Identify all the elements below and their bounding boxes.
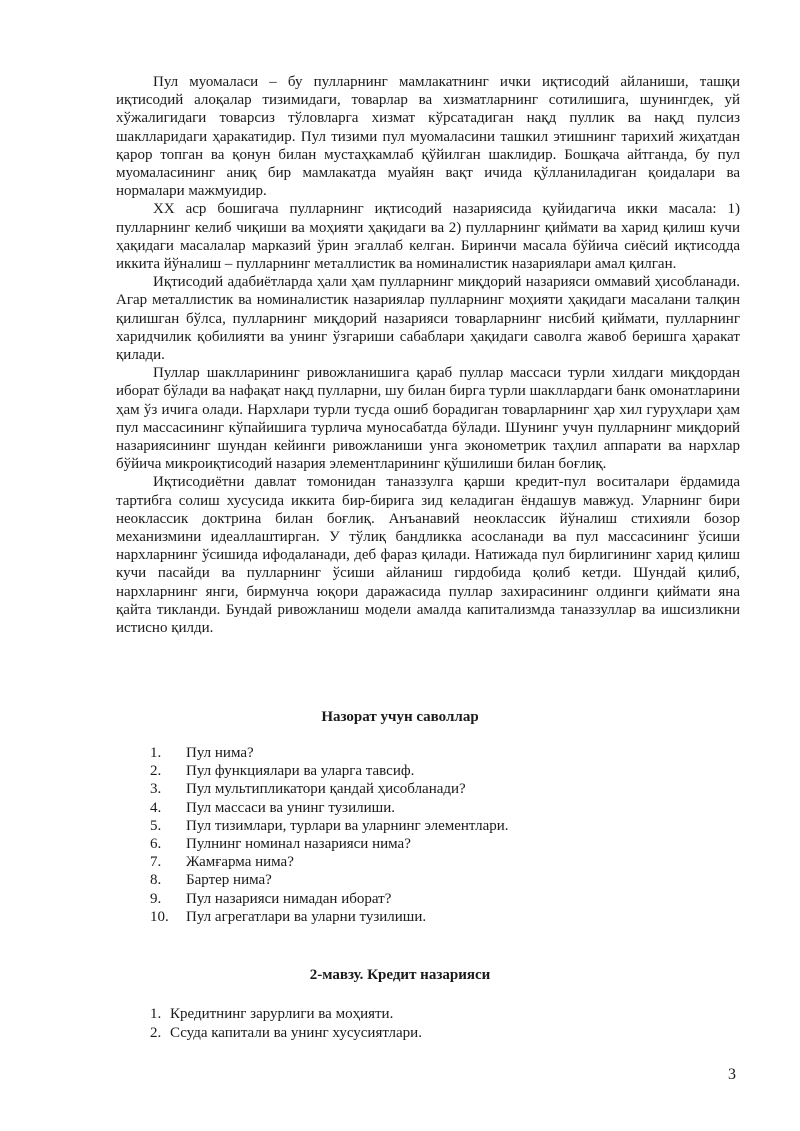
item-text: Ссуда капитали ва унинг хусусиятлари. (170, 1025, 422, 1041)
item-text: Пул функциялари ва уларга тавсиф. (186, 763, 415, 780)
item-text: Пул агрегатлари ва уларни тузилиши. (186, 908, 427, 925)
item-number: 5. (150, 817, 162, 834)
list-item (150, 853, 509, 871)
list-item (150, 780, 509, 798)
topic-heading: 2-мавзу. Кредит назарияси (309, 967, 491, 983)
questions-list (150, 744, 509, 926)
list-item (150, 908, 509, 926)
item-text: Пул мультипликатори қандай ҳисобланади? (186, 781, 466, 798)
paragraph: Пул муомаласи – бу пулларнинг мамлакатнинг ички иқтисодий айланиши, ташқи иқтисодий алоқалар тизимидаги, товарлар ва хизматларнинг сотилишига, шунингдек, уй хўжалигидаги товарсиз тўловларга хизмат кўрсатадиган нақд пуллик ва нақд пулсиз шаклларидаги ҳаракатидир. Пул тизими пул муомаласини ташкил этишнинг тарихий жиҳатдан қарор топган ва қонун билан мустаҳкамлаб қўйилган шаклидир. Бошқача айтганда, бу пул муомаласининг аниқ бир мамлакатда муайян вақт ичида қўлланиладиган қоидалари ва нормалари мажмуидир. (116, 74, 740, 200)
list-item (150, 890, 509, 908)
list-item (150, 835, 509, 853)
paragraph: Иқтисодиётни давлат томонидан таназзулга қарши кредит-пул воситалари ёрдамида тартибга солиш хусусида иккита бир-бирига зид келадиган ёндашув мавжуд. Уларнинг бири неоклассик доктрина билан боғлиқ. Анъанавий неоклассик йўналиш стихияли бозор механизмини идеаллаштирган. У тўлиқ бандликка асосланади ва пул массасининг ўсиши нархларнинг ўсишида ифодаланади, деб фараз қилади. Натижада пул бирлигининг харид қилиш кучи пасайди ва пулларнинг ўсиши айланиш гирдобида қолиб кетди. Шундай қилиб, нархларнинг янги, бирмунча юқори даражасида пуллар захирасининг олдинги қиймати яна қайта тикланди. Бундай ривожланиш модели амалда капитализмда таназзуллар ва ишсизликни истисно қилди. (116, 474, 740, 637)
topic-list (150, 1005, 422, 1043)
item-text: Пулнинг номинал назарияси нима? (186, 835, 411, 852)
item-number: 10. (150, 908, 169, 925)
item-text: Пул нима? (186, 745, 254, 761)
item-number: 2. (150, 1025, 162, 1041)
paragraph: XX аср бошигача пулларнинг иқтисодий назариясида қуйидагича икки масала: 1) пулларнинг келиб чиқиши ва моҳияти ҳақидаги ва 2) пулларнинг қиймати ва харид қилиш кучи ҳақидаги масалалар марказий ўрин эгаллаб келган. Биринчи масала бўйича сиёсий иқтисодда иккита йўналиш – пулларнинг металлистик ва номиналистик назариялари амал қилган. (116, 201, 740, 273)
item-number: 4. (150, 799, 162, 816)
paragraph: Иқтисодий адабиётларда ҳали ҳам пулларнинг миқдорий назарияси оммавий ҳисобланади. Агар металлистик ва номиналистик назариялар пулларнинг моҳияти ҳақидаги масалани талқин қилишган бўлса, пулларнинг миқдорий назарияси товарларнинг нисбий қиймати, пулларнинг харидчилик қобилияти ва унинг ўзгариши сабаблари ҳақидаги саволга жавоб беришга ҳаракат қилади. (116, 274, 740, 364)
list-item (150, 799, 509, 817)
item-number: 1. (150, 745, 162, 761)
list-item (150, 817, 509, 835)
list-item (150, 1024, 422, 1043)
item-number: 6. (150, 835, 162, 852)
item-number: 1. (150, 1006, 162, 1022)
list-item (150, 871, 509, 889)
item-text: Пул тизимлари, турлари ва уларнинг элементлари. (186, 817, 509, 834)
item-number: 3. (150, 781, 162, 798)
item-text: Жамғарма нима? (186, 854, 294, 871)
item-text: Пул назарияси нимадан иборат? (186, 890, 392, 907)
item-text: Кредитнинг зарурлиги ва моҳияти. (170, 1006, 394, 1022)
questions-heading: Назорат учун саволлар (321, 709, 479, 725)
item-text: Пул массаси ва унинг тузилиши. (186, 799, 395, 816)
paragraph: Пуллар шаклларининг ривожланишига қараб пуллар массаси турли хилдаги миқдордан иборат бўлади ва нафақат нақд пулларни, шу билан бирга турли шакллардаги банк омонатларини ҳам ўз ичига олади. Нархлари турли тусда ошиб борадиган товарларнинг ҳар хил гуруҳлари ҳам пул массасининг кўпайишига турлича муносабатда бўлади. Шунинг учун пулларнинг миқдорий назариясининг шундан кейинги ривожланиши унга эконометрик таҳлил аппарати ва нархлар бўйича микроиқтисодий назария элементларининг қўшилиши билан боғлиқ. (116, 365, 740, 473)
list-item (150, 744, 509, 762)
list-item (150, 762, 509, 780)
item-number: 9. (150, 890, 162, 907)
item-number: 8. (150, 872, 162, 889)
body-text (116, 73, 740, 637)
item-text: Бартер нима? (186, 872, 272, 889)
page-number: 3 (728, 1066, 736, 1083)
item-number: 2. (150, 763, 162, 780)
item-number: 7. (150, 854, 162, 871)
list-item (150, 1005, 422, 1024)
